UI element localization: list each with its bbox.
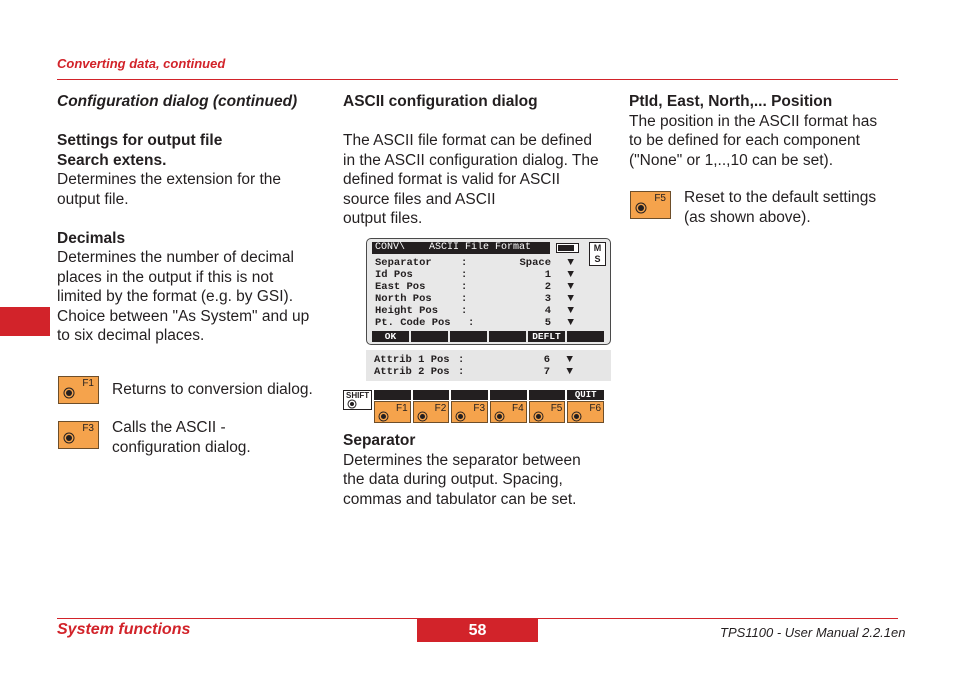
screen-row-height-pos[interactable]: [375, 305, 575, 317]
f1-desc-line: Returns to conversion dialog.: [112, 381, 313, 398]
dropdown-arrow-icon[interactable]: ▼: [567, 293, 574, 305]
shift-softkey-3[interactable]: [451, 390, 488, 400]
screen-row-pt-code-pos[interactable]: [375, 317, 575, 329]
key-label: F5: [550, 403, 563, 414]
key-dot-icon: [638, 205, 644, 211]
softkey-6[interactable]: [567, 331, 604, 342]
column-1: [57, 92, 327, 346]
shift-softkey-1[interactable]: [374, 390, 411, 400]
page-number: 58: [417, 619, 538, 642]
position-heading: PtId, East, North,... Position: [629, 93, 833, 110]
row-value: Space: [519, 257, 551, 269]
row-colon: :: [461, 305, 468, 317]
row-value: 5: [544, 317, 551, 329]
f1-key-description: [112, 380, 327, 400]
decimals-title: Decimals: [57, 229, 126, 247]
dropdown-arrow-icon[interactable]: ▼: [567, 257, 574, 269]
dropdown-arrow-icon[interactable]: ▼: [567, 317, 574, 329]
f3-key-description: [112, 418, 327, 457]
ascii-body-line: The ASCII file format can be defined: [343, 132, 592, 149]
key-dot-icon: [497, 414, 502, 419]
softkey-3[interactable]: [450, 331, 487, 342]
screen-row-north-pos[interactable]: [375, 293, 575, 305]
section-heading: Configuration dialog (continued): [57, 93, 298, 110]
shift-softkey-5[interactable]: [529, 390, 566, 400]
row-label: Height Pos: [375, 305, 439, 317]
f3-key-label: F3: [82, 423, 94, 434]
row-colon: :: [461, 269, 468, 281]
f5-key[interactable]: [529, 401, 566, 423]
row-label: Pt. Code Pos: [375, 317, 451, 329]
function-key-row: [374, 401, 604, 423]
screen-softkey-bar: [372, 331, 604, 342]
f3-key-icon: [58, 421, 99, 449]
footer-manual-title: TPS1100 - User Manual 2.2.1en: [720, 625, 906, 640]
position-body-line: to be defined for each component: [629, 132, 860, 149]
f5-key-icon: [630, 191, 671, 219]
row-label: East Pos: [375, 281, 426, 293]
key-dot-icon: [66, 390, 72, 396]
screen-title: CONV\ ASCII File Format: [375, 242, 532, 253]
dropdown-arrow-icon[interactable]: ▼: [567, 269, 574, 281]
shift-softkey-bar: [374, 390, 604, 400]
separator-body-line: commas and tabulator can be set.: [343, 490, 577, 508]
row-value: 7: [543, 366, 550, 378]
row-colon: :: [458, 366, 465, 378]
key-label: F1: [396, 403, 408, 414]
running-title: Converting data, continued: [57, 56, 226, 71]
separator-section: [343, 431, 618, 509]
key-label: F2: [434, 403, 447, 414]
shift-softkey-4[interactable]: [490, 390, 527, 400]
f1-key-icon: [58, 376, 99, 404]
key-dot-icon: [574, 414, 579, 419]
key-dot-icon: [350, 402, 354, 406]
f4-key[interactable]: [490, 401, 527, 423]
f3-key[interactable]: [451, 401, 488, 423]
ascii-heading: ASCII configuration dialog: [343, 93, 538, 110]
softkey-2[interactable]: [411, 331, 448, 342]
screen-row-attrib-1-pos[interactable]: [374, 354, 574, 366]
key-label: F3: [473, 403, 486, 414]
row-value: 4: [544, 305, 551, 317]
row-label: Attrib 1 Pos: [374, 354, 450, 366]
ascii-body-line: in the ASCII configuration dialog. The: [343, 151, 599, 169]
row-value: 6: [543, 354, 550, 366]
column-3: [629, 92, 899, 170]
row-label: Attrib 2 Pos: [374, 366, 450, 378]
key-dot-icon: [420, 414, 425, 419]
screen-row-id-pos[interactable]: [375, 269, 575, 281]
f2-key[interactable]: [413, 401, 450, 423]
row-value: 1: [544, 269, 551, 281]
ascii-body-line: defined format is valid for ASCII: [343, 171, 561, 188]
key-dot-icon: [458, 414, 463, 419]
f5-key-label: F5: [654, 193, 666, 204]
battery-level-icon: [558, 245, 574, 251]
screen-row-east-pos[interactable]: [375, 281, 575, 293]
search-body-line: output file.: [57, 190, 129, 208]
search-body-line: Determines the extension for the: [57, 171, 282, 188]
key-label: F4: [512, 403, 524, 414]
key-label: F6: [589, 403, 602, 414]
decimals-body-line: to six decimal places.: [57, 327, 205, 344]
screen-row-attrib-2-pos[interactable]: [374, 366, 574, 378]
separator-title: Separator: [343, 432, 416, 449]
column-2: [343, 92, 618, 229]
separator-body-line: Determines the separator between: [343, 451, 581, 469]
screen-row-separator[interactable]: [375, 257, 575, 269]
key-dot-icon: [66, 435, 72, 441]
dropdown-arrow-icon[interactable]: ▼: [566, 354, 573, 366]
softkey-deflt[interactable]: DEFLT: [528, 331, 565, 342]
mode-tag-letter: M: [593, 243, 602, 253]
shift-key-label: SHIFT: [346, 391, 370, 400]
position-body-line: The position in the ASCII format has: [629, 112, 878, 130]
ascii-body-line: source files and ASCII: [343, 190, 496, 208]
row-value: 3: [544, 293, 551, 305]
screen-title-bar: [372, 242, 550, 254]
f1-key[interactable]: [374, 401, 411, 423]
key-dot-icon: [536, 414, 541, 419]
search-title: Search extens.: [57, 151, 167, 169]
row-label: Separator: [375, 257, 432, 269]
row-colon: :: [458, 354, 465, 366]
dropdown-arrow-icon[interactable]: ▼: [567, 281, 574, 293]
separator-body-line: the data during output. Spacing,: [343, 471, 563, 488]
ascii-body-line: output files.: [343, 210, 423, 227]
f6-key[interactable]: [567, 401, 604, 423]
softkey-quit[interactable]: QUIT: [567, 390, 604, 400]
f1-key-label: F1: [82, 378, 94, 389]
position-body-line: ("None" or 1,..,10 can be set).: [629, 151, 833, 169]
shift-key-icon[interactable]: [343, 390, 372, 410]
f5-key-description: [684, 188, 899, 227]
key-dot-icon: [381, 414, 386, 419]
mode-tag-letter: S: [594, 254, 601, 264]
dropdown-arrow-icon[interactable]: ▼: [566, 366, 573, 378]
footer-section-title: System functions: [57, 621, 191, 638]
row-value: 2: [544, 281, 551, 293]
row-colon: :: [461, 257, 468, 269]
decimals-body-line: Determines the number of decimal: [57, 249, 294, 266]
f5-desc-line: (as shown above).: [684, 208, 811, 226]
f5-desc-line: Reset to the default settings: [684, 189, 877, 206]
shift-softkey-2[interactable]: [413, 390, 450, 400]
row-colon: :: [461, 293, 468, 305]
softkey-ok[interactable]: OK: [372, 331, 409, 342]
settings-title: Settings for output file: [57, 132, 223, 149]
decimals-body-line: limited by the format (e.g. by GSI).: [57, 288, 294, 305]
row-label: Id Pos: [375, 269, 413, 281]
decimals-body-line: places in the output if this is not: [57, 268, 274, 286]
header-rule: [57, 79, 898, 80]
decimals-body-line: Choice between "As System" and up: [57, 307, 310, 325]
f3-desc-line: configuration dialog.: [112, 438, 251, 456]
mode-tag-icon: [589, 242, 606, 266]
dropdown-arrow-icon[interactable]: ▼: [567, 305, 574, 317]
f3-desc-line: Calls the ASCII -: [112, 419, 226, 436]
row-label: North Pos: [375, 293, 432, 305]
row-colon: :: [461, 281, 468, 293]
row-colon: :: [468, 317, 475, 329]
softkey-4[interactable]: [489, 331, 526, 342]
side-tab-marker: [0, 307, 50, 336]
